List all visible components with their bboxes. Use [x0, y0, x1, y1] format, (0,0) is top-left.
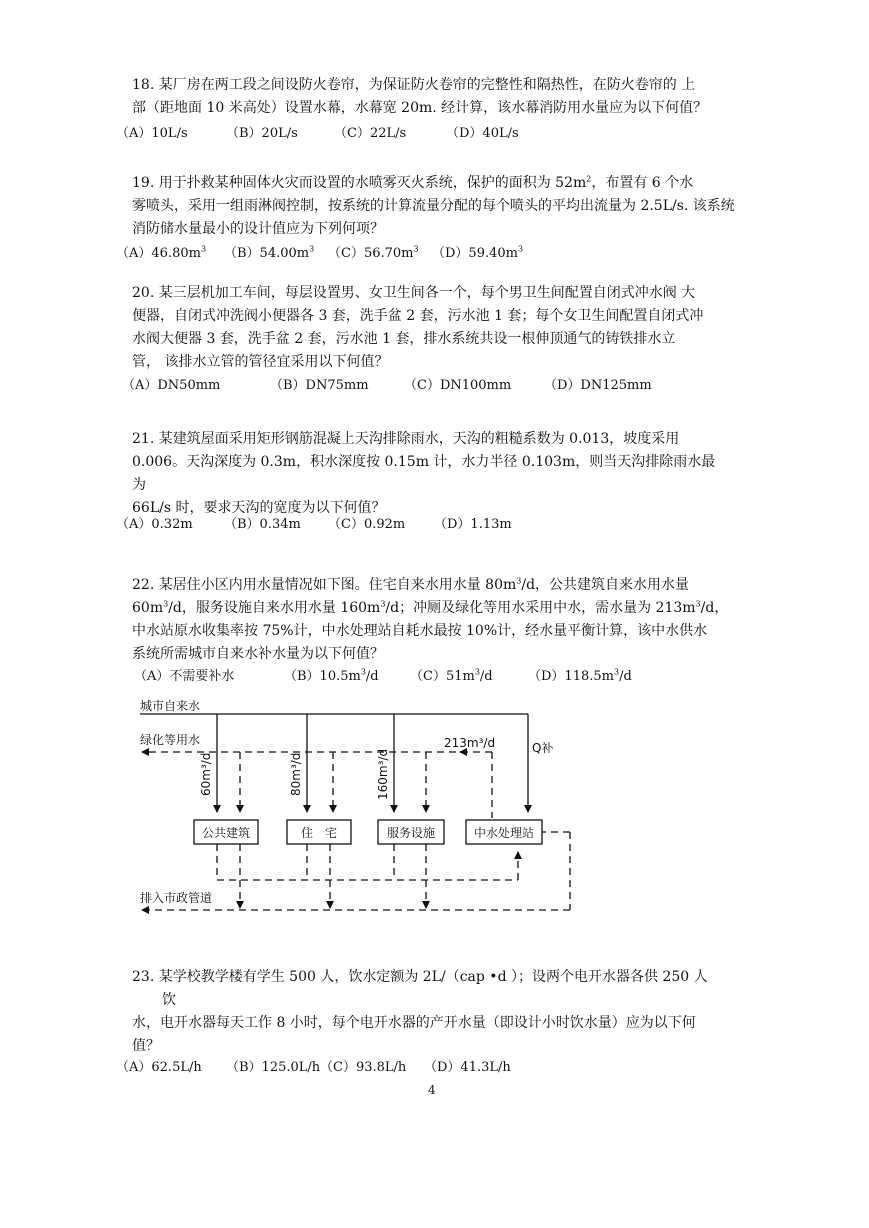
- option-d: $(D)118.5m^3/d$: [528, 667, 632, 684]
- question-21-line: 0.006。天沟深度为 0.3m，积水深度按 0.15m 计，水力半径 0.103m，则当天沟排除雨水最: [132, 454, 716, 470]
- option-d: （D）1.13m: [434, 517, 512, 532]
- label-reclaimed-plant: 中水处理站: [473, 826, 535, 840]
- option-d: （D）41.3L/h: [424, 1060, 511, 1075]
- question-19-options: [116, 243, 536, 265]
- question-19-line: 19. 用于扑救某种固体火灾而设置的水喷雾灭火系统，保护的面积为 $52m^2$，布置有 6 个水: [132, 174, 694, 191]
- label-flow-160: 160m³/d: [376, 748, 390, 800]
- option-a: $(A)46.80m^3$: [116, 244, 207, 261]
- water-balance-diagram: [130, 692, 580, 922]
- option-a: （A）不需要补水: [134, 669, 235, 684]
- option-d: $(D)59.40m^3$: [432, 244, 524, 261]
- option-c: （C）DN100mm: [404, 378, 512, 393]
- option-a: （A）62.5L/h: [116, 1060, 202, 1075]
- option-d: （D）DN125mm: [544, 378, 652, 393]
- option-c: （C）93.8L/h: [320, 1060, 407, 1075]
- question-18: [132, 74, 757, 120]
- label-public-building: 公共建筑: [201, 826, 251, 840]
- option-d: （D）40L/s: [446, 126, 519, 141]
- question-23-options: [116, 1057, 524, 1079]
- label-flow-60: 60m³/d: [199, 752, 213, 796]
- label-q-supply: Q补: [532, 741, 554, 755]
- label-greening: 绿化等用水: [140, 733, 201, 747]
- question-21-line: 21. 某建筑屋面采用矩形钢筋混凝上天沟排除雨水，天沟的粗糙系数为 0.013，坡度采用: [132, 431, 680, 447]
- question-19-line: 消防储水量最小的设计值应为下列何项？: [132, 221, 384, 237]
- question-21-line: 66L/s 时，要求天沟的宽度为以下何值？: [132, 500, 386, 516]
- question-22-options: [134, 666, 648, 688]
- label-flow-80: 80m³/d: [289, 752, 303, 796]
- page-number: 4: [428, 1083, 436, 1097]
- question-22-line: 系统所需城市自来水补水量为以下何值？: [132, 646, 384, 662]
- question-22-line: 22. 某居住小区内用水量情况如下图。住宅自来水用水量 $80m^3/d$，公共建筑自来水用水量: [132, 576, 690, 593]
- option-c: $(C)51m^3/d$: [410, 667, 493, 684]
- label-residence: 住 宅: [300, 826, 338, 840]
- question-21-line: 为: [132, 477, 146, 493]
- question-18-line: 部（距地面 10 米高处）设置水幕，水幕宽 20m. 经计算，该水幕消防用水量应为以下何值？: [132, 100, 708, 116]
- option-b: $(B)54.00m^3$: [224, 244, 315, 261]
- question-19-line: 雾喷头，采用一组雨淋阀控制，按系统的计算流量分配的每个喷头的平均出流量为 2.5L/s. 该系统: [132, 198, 735, 214]
- option-a: （A）0.32m: [116, 517, 193, 532]
- question-20-line: 管， 该排水立管的管径宜采用以下何值？: [132, 354, 389, 370]
- question-22-line: 中水站原水收集率按 75%计，中水处理站自耗水最按 10%计，经水量平衡计算，该中水供水: [132, 623, 708, 639]
- question-23: [132, 966, 757, 1058]
- label-discharge: 排入市政管道: [140, 891, 213, 905]
- option-c: （C）0.92m: [328, 517, 406, 532]
- label-city-water: 城市自来水: [140, 699, 201, 713]
- option-b: $(B)10.5m^3/d$: [284, 667, 379, 684]
- question-22: [132, 574, 757, 666]
- question-18-options: [116, 123, 546, 145]
- option-b: （B）20L/s: [226, 126, 298, 141]
- question-20-line: 20. 某三层机加工车间，每层设置男、女卫生间各一个，每个男卫生间配置自闭式冲水阀 大: [132, 285, 696, 301]
- question-23-line: 饮: [162, 992, 176, 1008]
- question-23-line: 23. 某学校教学楼有学生 500 人，饮水定额为 2L/（cap •d ）；设两个电开水器各供 250 人: [132, 969, 708, 985]
- question-21: [132, 428, 757, 520]
- option-b: （B）DN75mm: [270, 378, 369, 393]
- question-23-line: 值？: [132, 1038, 160, 1054]
- label-flow-213: 213m³/d: [444, 736, 496, 750]
- question-20-line: 便器，自闭式冲洗阀小便器各 3 套，洗手盆 2 套，污水池 1 套；每个女卫生间配置自闭式冲: [132, 308, 704, 324]
- question-18-line: 18. 某厂房在两工段之间设防火卷帘，为保证防火卷帘的完整性和隔热性，在防火卷帘的 上: [132, 77, 696, 93]
- label-service-facility: 服务设施: [386, 826, 436, 840]
- question-20-options: [122, 375, 664, 397]
- question-22-line: $60m^3/d$，服务设施自来水用水量 $160m^3/d$；冲厕及绿化等用水采用中水，需水量为 $213m^3/d$，: [132, 599, 729, 616]
- option-c: $(C)56.70m^3$: [328, 244, 419, 261]
- option-b: （B）125.0L/h: [226, 1060, 321, 1075]
- option-b: （B）0.34m: [224, 517, 301, 532]
- option-a: （A）DN50mm: [122, 378, 221, 393]
- option-a: （A）10L/s: [116, 126, 188, 141]
- question-20-line: 水阀大便器 3 套，洗手盆 2 套，污水池 1 套，排水系统共设一根伸顶通气的铸铁排水立: [132, 331, 676, 347]
- question-21-options: [116, 514, 534, 536]
- question-20: [132, 282, 757, 374]
- option-c: （C）22L/s: [334, 126, 407, 141]
- question-23-line: 水，电开水器每天工作 8 小时，每个电开水器的产开水量（即设计小时饮水量）应为以下何: [132, 1015, 696, 1031]
- question-19: [132, 172, 757, 241]
